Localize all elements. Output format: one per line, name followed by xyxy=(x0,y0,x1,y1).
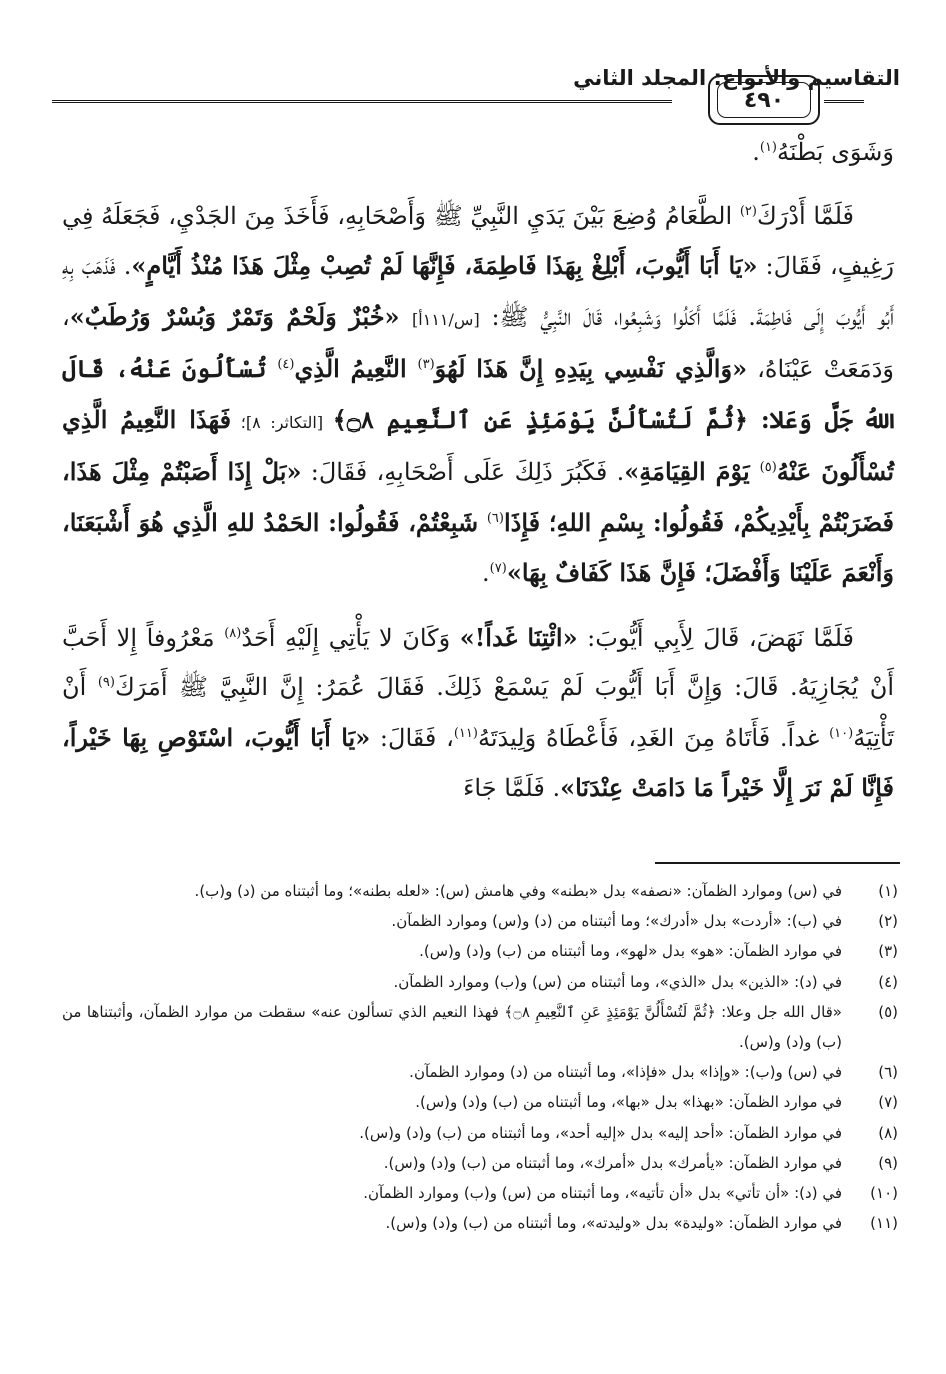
quran-quote: تُسْأَلُونَ عَنْهُ، قَالَ اللهُ جَلَّ وَعَلا: ﴿ثُمَّ لَتُسْأَلُنَّ يَوْمَئِذٍ عَنِ ٱلنَّعِيمِ ۝٨﴾ xyxy=(62,354,894,434)
footnote-text: في موارد الظمآن: «هو» بدل «لهو»، وما أثبتناه من (ب) و(د) و(س). xyxy=(419,942,842,961)
text-span: . xyxy=(482,559,490,587)
header-rule-right xyxy=(824,100,864,105)
note-marker-2: (٢) xyxy=(739,203,757,219)
footnote-number: (٤) xyxy=(878,972,898,991)
text-span: الطَّعَامُ وُضِعَ بَيْنَ يَدَيِ النَّبِيِّ ﷺ وَأَصْحَابِهِ، فَأَخَذَ مِنَ الجَدْيِ، فَجَعَلَهُ فِي رَغِيفٍ، فَقَالَ: xyxy=(62,201,895,280)
hadith-quote: «يَا أَبَا أَيُّوبَ، أَبْلِغْ بِهَذَا فَاطِمَةَ، فَإِنَّهَا لَمْ تُصِبْ مِثْلَ هَذَا مُنْذُ أَيَّامٍ» xyxy=(131,251,758,280)
note-marker-1: (١) xyxy=(759,140,777,155)
paragraph-1 xyxy=(62,128,894,178)
footnote-number: (٢) xyxy=(878,912,898,931)
footnote-number: (٧) xyxy=(878,1093,898,1112)
text-span: غداً. فَأَتَاهُ مِنَ الغَدِ، فَأَعْطَاهُ وَلِيدَتَهُ xyxy=(477,723,830,752)
footnote-item xyxy=(62,997,898,1057)
footnote-item xyxy=(62,906,898,936)
hadith-quote: «وَالَّذِي نَفْسِي بِيَدِهِ إِنَّ هَذَا لَهُوَ xyxy=(434,354,748,383)
text-span: وَكَانَ لا يَأْتِي إِلَيْهِ أَحَدٌ xyxy=(241,623,460,652)
hadith-quote: «بَلْ إِذَا أَصَبْتُمْ مِثْلَ هَذَا، فَضَرَبْتُمْ بِأَيْدِيكُمْ، فَقُولُوا: بِسْمِ اللهِ؛ فَإِذَا xyxy=(62,457,894,537)
footnote-text: في موارد الظمآن: «يأمرك» بدل «أمرك»، وما أثبتناه من (ب) و(د) و(س). xyxy=(383,1153,842,1172)
footnote-item xyxy=(62,1178,898,1208)
footnote-separator xyxy=(655,862,900,864)
hadith-quote: يَوْمَ القِيَامَةِ» xyxy=(624,457,760,486)
footnote-item xyxy=(62,1208,898,1238)
footnote-text: في (ب): «أردت» بدل «أدرك»؛ وما أثبتناه من (د) و(س) وموارد الظمآن. xyxy=(391,912,842,931)
footnote-text: في موارد الظمآن: «أحد إليه» بدل «إليه أحد»، وما أثبتناه من (ب) و(د) و(س). xyxy=(359,1123,842,1142)
hadith-quote: شَبِعْتُمْ، فَقُولُوا: الحَمْدُ للهِ الَّذِي هُوَ أَشْبَعَنَا، وَأَنْعَمَ عَلَيْنَا وَأَفْضَلَ؛ فَإِنَّ هَذَا كَفَافٌ بِهَا» xyxy=(62,507,894,587)
footnote-text: في موارد الظمآن: «بهذا» بدل «بها»، وما أثبتناه من (ب) و(د) و(س). xyxy=(415,1093,842,1112)
text-span: فَلَمَّا أَدْرَكَ xyxy=(756,201,855,230)
note-marker-9: (٩) xyxy=(97,675,115,690)
footnotes xyxy=(62,876,898,1238)
footnote-item xyxy=(62,1057,898,1087)
text-span: مَعْرُوفاً إِلا أَحَبَّ أَنْ يُجَازِيَهُ. قَالَ: وَإِنَّ أَبَا أَيُّوبَ لَمْ يَسْمَعْ ذَلِكَ. فَقَالَ عُمَرُ: إِنَّ النَّبِيَّ ﷺ أَمَرَكَ xyxy=(62,623,894,701)
footnote-item xyxy=(62,1148,898,1178)
footnote-text: في (د): «الذين» بدل «الذي»، وما أثبتناه من (س) و(ب) وموارد الظمآن. xyxy=(393,972,842,991)
footnote-number: (١) xyxy=(878,882,898,900)
text-span: ، فَقَالَ: xyxy=(370,723,454,752)
running-title: التقاسيم والأنواع: المجلد الثاني xyxy=(573,66,900,90)
footnote-number: (٩) xyxy=(878,1153,898,1172)
note-marker-8: (٨) xyxy=(224,625,242,641)
hadith-quote: «ائْتِنَا غَداً!» xyxy=(459,622,578,652)
footnote-text: في (د): «أن تأتي» بدل «أن تأتيه»، وما أثبتناه من (س) و(ب) وموارد الظمآن. xyxy=(363,1184,842,1203)
footnote-number: (١٠) xyxy=(870,1184,898,1203)
note-marker-10: (١٠) xyxy=(829,725,854,741)
footnote-item xyxy=(62,967,898,997)
footnote-number: (٦) xyxy=(878,1063,898,1082)
note-marker-11: (١١) xyxy=(453,725,478,741)
footnote-number: (٨) xyxy=(878,1123,898,1142)
text-span: وَشَوَى بَطْنَهُ xyxy=(777,138,894,166)
note-marker-4: (٤) xyxy=(277,357,295,372)
note-marker-7: (٧) xyxy=(489,561,507,576)
note-marker-3: (٣) xyxy=(417,357,435,372)
footnote-text: في (س) و(ب): «وإذا» بدل «فإذا»، وما أثبتناه من (د) وموارد الظمآن. xyxy=(409,1063,842,1082)
footnote-item xyxy=(62,1118,898,1148)
note-marker-6: (٦) xyxy=(486,510,504,526)
text-span: . xyxy=(752,138,760,166)
header-rule-left xyxy=(52,100,672,105)
text-span: . فَكَبُرَ ذَلِكَ عَلَى أَصْحَابِهِ، فَقَالَ: xyxy=(301,458,625,486)
footnote-item xyxy=(62,936,898,966)
hadith-quote: «يَا أَبَا أَيُّوبَ، اسْتَوْصِ بِهَا خَيْراً، فَإِنَّا لَمْ نَرَ إِلَّا خَيْراً مَا دَامَتْ عِنْدَنَا» xyxy=(62,722,894,802)
paragraph-3 xyxy=(62,613,894,814)
hadith-quote: فَهَذَا النَّعِيمُ الَّذِي تُسْأَلُونَ عَنْهُ xyxy=(62,404,894,486)
text-span: ، وَدَمَعَتْ عَيْنَاهُ، xyxy=(62,302,895,383)
footnote-number: (٣) xyxy=(878,942,898,961)
footnote-text: «قال الله جل وعلا: ﴿ثُمَّ لَتُسْأَلُنَّ يَوْمَئِذٍ عَنِ ٱلنَّعِيمِ ۝٨﴾ فهذا النعيم الذي تسألون عنه» سقطت من موارد الظمآن، وأثبتناها من (ب) و(د) و(س). xyxy=(62,1002,842,1052)
text-span: فَلَمَّا نَهَضَ، قَالَ لِأَبِي أَيُّوبَ: xyxy=(577,623,854,652)
quran-ref: [التكاثر: ٨]؛ xyxy=(231,412,333,432)
text-span: أَنْ تَأْتِيَهُ xyxy=(62,673,894,752)
footnote-number: (٥) xyxy=(878,1002,898,1021)
page-number: ٤٩٠ xyxy=(717,82,811,118)
main-text xyxy=(62,128,894,814)
footnote-text: في موارد الظمآن: «وليدة» بدل «وليدته»، وما أثبتناه من (ب) و(د) و(س). xyxy=(385,1214,842,1233)
footnote-text: في (س) وموارد الظمآن: «نصفه» بدل «بطنه» وفي هامش (س): «لعله بطنه»؛ وما أثبتناه من (د) و(ب). xyxy=(194,882,842,900)
manuscript-ref: [س/١١١أ] xyxy=(412,309,480,329)
footnote-item xyxy=(62,876,898,906)
paragraph-2 xyxy=(62,192,894,599)
footnote-number: (١١) xyxy=(870,1214,898,1233)
note-marker-5: (٥) xyxy=(759,460,777,475)
text-span: . فَلَمَّا جَاءَ xyxy=(463,774,561,802)
text-span: . فَذَهَبَ بِهِ أَبُو أَيُّوبَ إِلَى فَاطِمَةَ. فَلَمَّا أَكَلُوا وَشَبِعُوا، قَالَ النَّبِيُّ ﷺ: xyxy=(62,252,894,331)
footnote-item xyxy=(62,1087,898,1117)
hadith-quote: النَّعِيمُ الَّذِي xyxy=(294,354,418,383)
page-header xyxy=(52,60,900,120)
hadith-quote: «خُبْزٌ وَلَحْمٌ وَتَمْرٌ وَبُسْرٌ وَرُطَبٌ» xyxy=(69,301,413,331)
